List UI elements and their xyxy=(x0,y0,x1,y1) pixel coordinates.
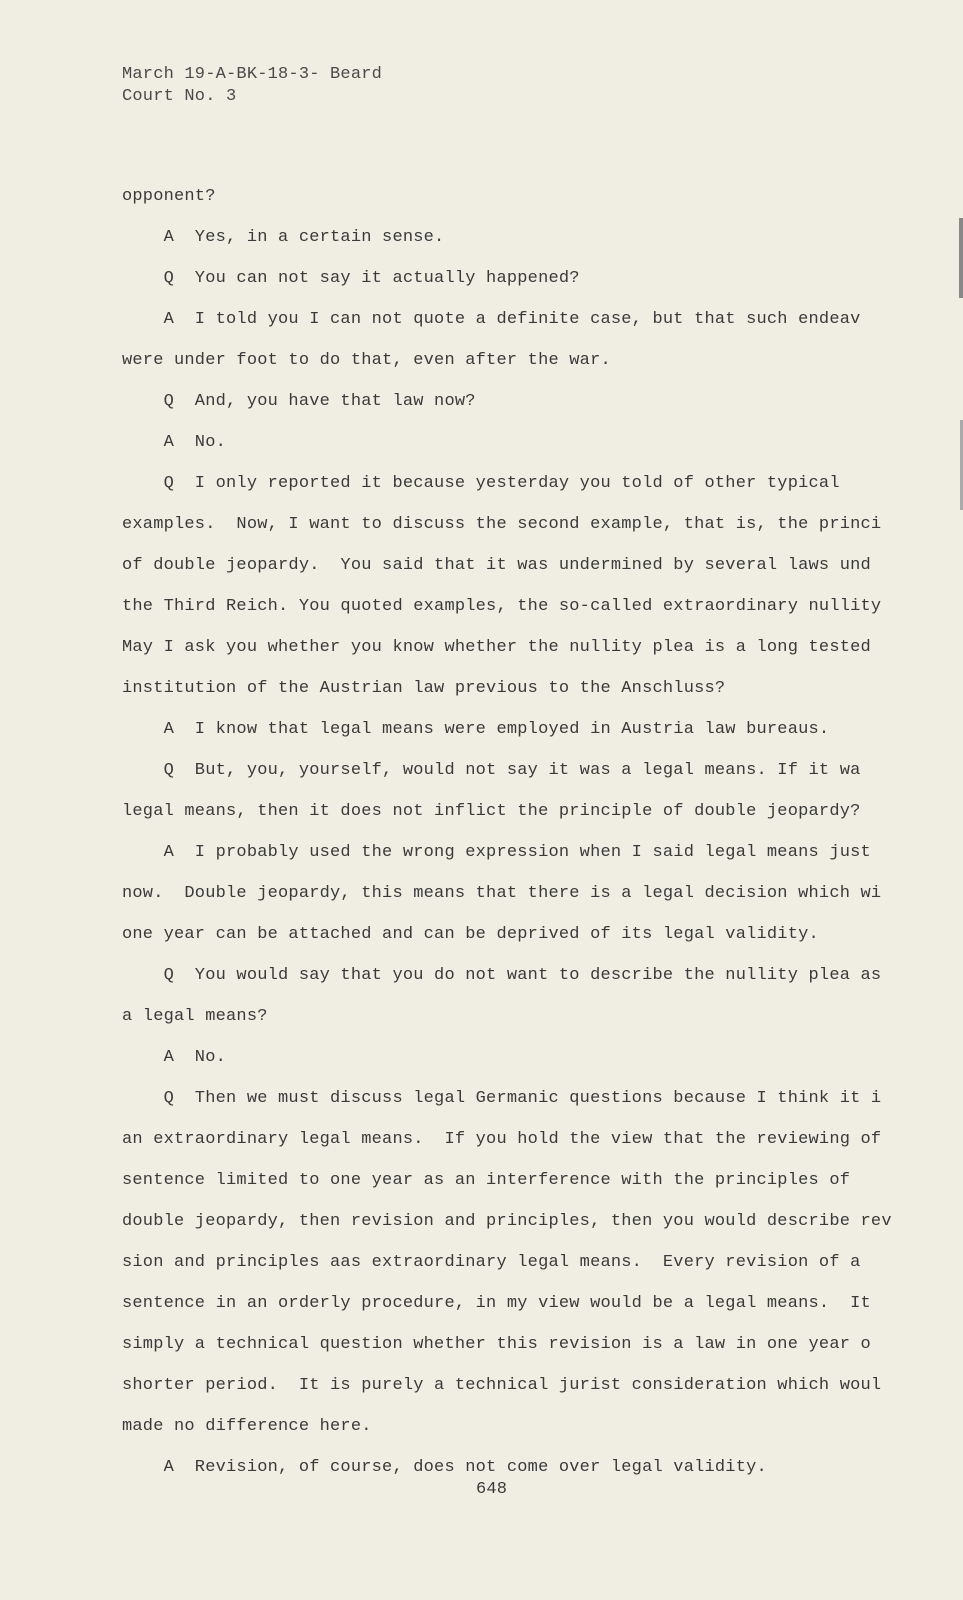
transcript-line: A Revision, of course, does not come over legal validity. xyxy=(122,1458,767,1477)
transcript-line: legal means, then it does not inflict the principle of double jeopardy? xyxy=(122,802,861,821)
edge-shadow xyxy=(959,218,963,298)
transcript-line: May I ask you whether you know whether the nullity plea is a long tested xyxy=(122,638,871,657)
transcript-line: sentence limited to one year as an interference with the principles of xyxy=(122,1171,851,1190)
transcript-line: Q But, you, yourself, would not say it was a legal means. If it wa xyxy=(122,761,861,780)
transcript-line: A I told you I can not quote a definite case, but that such endeav xyxy=(122,310,861,329)
transcript-line: A No. xyxy=(122,1048,227,1067)
transcript-line: opponent? xyxy=(122,187,216,206)
page-number: 648 xyxy=(476,1480,508,1499)
transcript-line: the Third Reich. You quoted examples, the so-called extraordinary nullity xyxy=(122,597,882,616)
header-reference: March 19-A-BK-18-3- Beard xyxy=(122,65,383,84)
transcript-line: Q I only reported it because yesterday you told of other typical xyxy=(122,474,840,493)
transcript-line: Q You can not say it actually happened? xyxy=(122,269,580,288)
transcript-line: Q You would say that you do not want to describe the nullity plea as xyxy=(122,966,882,985)
transcript-line: examples. Now, I want to discuss the second example, that is, the princi xyxy=(122,515,882,534)
transcript-line: simply a technical question whether this revision is a law in one year o xyxy=(122,1335,871,1354)
transcript-line: A I know that legal means were employed in Austria law bureaus. xyxy=(122,720,830,739)
transcript-line: sion and principles aas extraordinary legal means. Every revision of a xyxy=(122,1253,861,1272)
transcript-line: made no difference here. xyxy=(122,1417,372,1436)
transcript-line: A I probably used the wrong expression when I said legal means just xyxy=(122,843,871,862)
transcript-line: of double jeopardy. You said that it was undermined by several laws und xyxy=(122,556,871,575)
transcript-line: were under foot to do that, even after the war. xyxy=(122,351,611,370)
header-court: Court No. 3 xyxy=(122,87,237,106)
transcript-line: double jeopardy, then revision and principles, then you would describe rev xyxy=(122,1212,892,1231)
transcript-line: Q And, you have that law now? xyxy=(122,392,476,411)
transcript-line: one year can be attached and can be deprived of its legal validity. xyxy=(122,925,819,944)
transcript-line: A No. xyxy=(122,433,227,452)
transcript-line: A Yes, in a certain sense. xyxy=(122,228,445,247)
transcript-line: sentence in an orderly procedure, in my view would be a legal means. It xyxy=(122,1294,871,1313)
transcript-line: an extraordinary legal means. If you hold the view that the reviewing of xyxy=(122,1130,882,1149)
document-header xyxy=(122,64,382,108)
transcript-line: now. Double jeopardy, this means that there is a legal decision which wi xyxy=(122,884,882,903)
transcript-line: shorter period. It is purely a technical jurist consideration which woul xyxy=(122,1376,882,1395)
transcript-line: Q Then we must discuss legal Germanic questions because I think it i xyxy=(122,1089,882,1108)
transcript-line: institution of the Austrian law previous to the Anschluss? xyxy=(122,679,726,698)
transcript-line: a legal means? xyxy=(122,1007,268,1026)
